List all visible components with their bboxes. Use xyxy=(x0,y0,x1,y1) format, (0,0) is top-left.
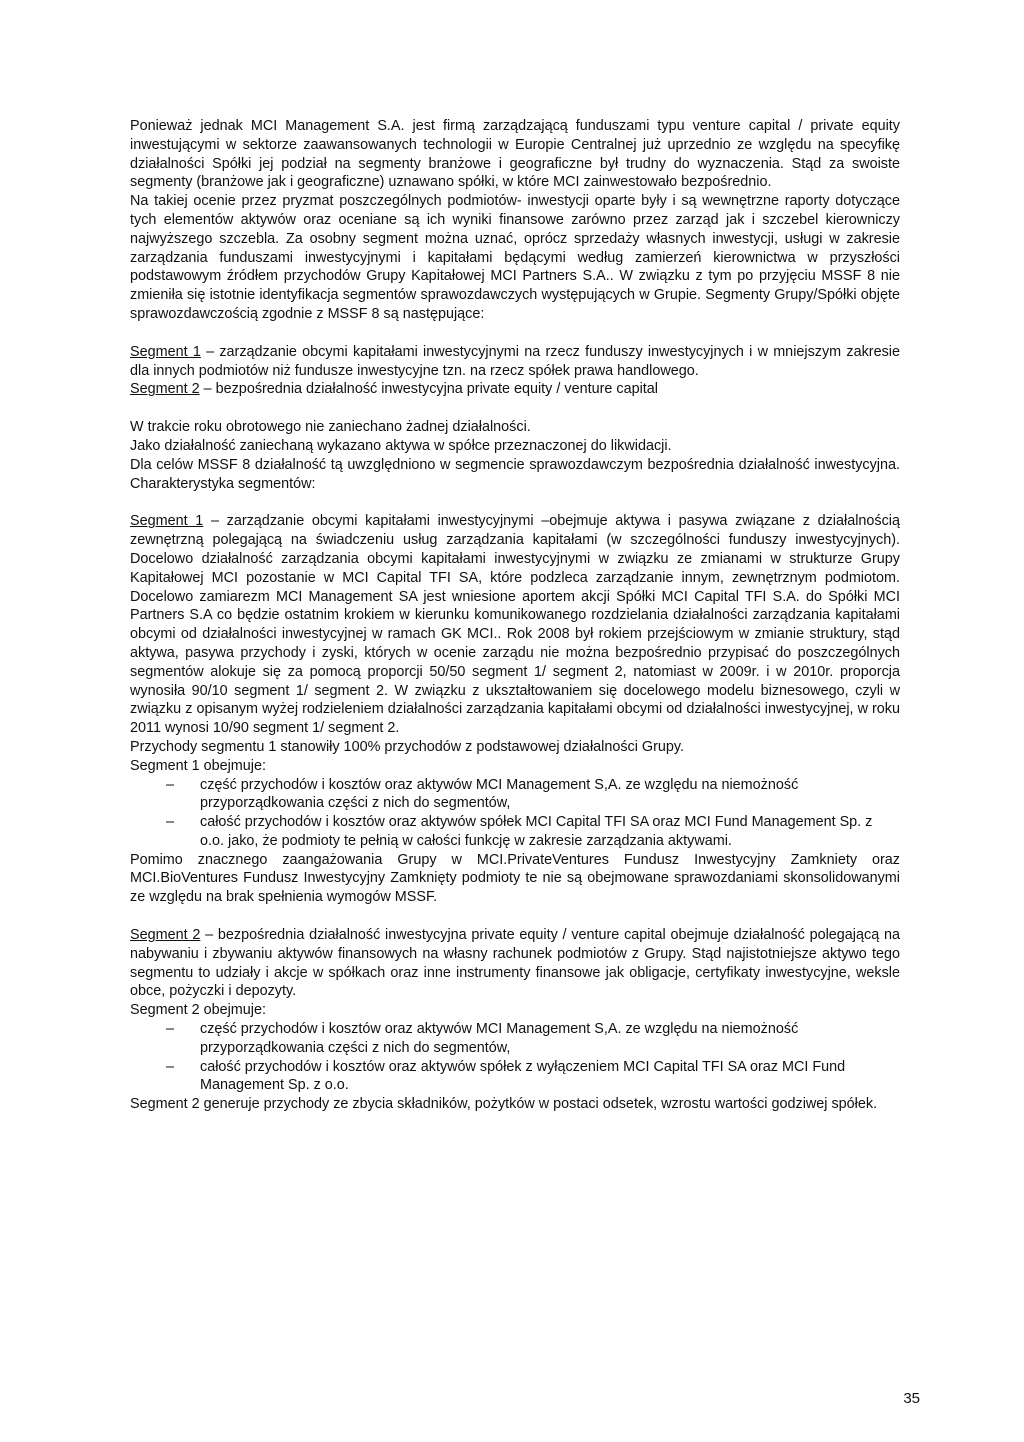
segment-1-description xyxy=(130,512,900,738)
segment-2-label: Segment 2 xyxy=(130,381,200,398)
dash-marker: – xyxy=(166,814,175,831)
segment-1-note: Pomimo znacznego zaangażowania Grupy w MCI.PrivateVentures Fundusz Inwestycyjny Zamkniety oraz MCI.BioVentures Fundusz Inwestycyjny Zamknięty podmioty te nie są obejmowane sprawozdaniami skonsolidowanymi ze względu na brak spełnienia wymogów MSSF. xyxy=(130,851,900,906)
segment-1-includes: Segment 1 obejmuje: xyxy=(130,757,266,774)
paragraph-no-discontinued: W trakcie roku obrotowego nie zaniechano żadnej działalności. xyxy=(130,419,531,436)
segment-2-detail-label: Segment 2 xyxy=(130,927,201,944)
paragraph-mssf8: Dla celów MSSF 8 działalność tą uwzględniono w segmencie sprawozdawczym bezpośrednia działalność inwestycyjna. Charakterystyka segmentów: xyxy=(130,456,900,492)
list-item xyxy=(166,1058,900,1096)
page-number: 35 xyxy=(903,1390,920,1407)
segment-2-includes: Segment 2 obejmuje: xyxy=(130,1002,266,1019)
segment-2-summary-text: – bezpośrednia działalność inwestycyjna private equity / venture capital xyxy=(199,381,658,398)
segment-2-list xyxy=(130,1020,900,1095)
list-item xyxy=(166,776,900,814)
list-item-text: część przychodów i kosztów oraz aktywów MCI Management S,A. ze względu na niemożność przyporządkowania części z nich do segmentów, xyxy=(200,1021,799,1056)
dash-marker: – xyxy=(166,776,175,793)
segment-2-description xyxy=(130,926,900,1001)
paragraph-intro-1: Ponieważ jednak MCI Management S.A. jest firmą zarządzającą funduszami typu venture capital / private equity inwestującymi w sektorze zaawansowanych technologii w Europie Centralnej już uprzednio ze względu na specyfikę działalności Spółki jej podział na segmenty branżowe i geograficzne był trudny do wyznaczenia. Stąd za swoiste segmenty (branżowe jak i geograficzne) uznawano spółki, w które MCI zainwestowało bezpośrednio. xyxy=(130,118,900,191)
paragraph-discontinued-assets: Jako działalność zaniechaną wykazano aktywa w spółce przeznaczonej do likwidacji. xyxy=(130,437,672,454)
list-item-text: całość przychodów i kosztów oraz aktywów spółek z wyłączeniem MCI Capital TFI SA oraz MCI Fund Management Sp. z o.o. xyxy=(200,1058,846,1094)
list-item xyxy=(166,1020,900,1058)
segment-1-label: Segment 1 xyxy=(130,343,201,360)
list-item-text: całość przychodów i kosztów oraz aktywów spółek MCI Capital TFI SA oraz MCI Fund Management Sp. z o.o. jako, że podmioty te pełnią w całości funkcję w zakresie zarządzania aktywami. xyxy=(200,814,873,849)
list-item xyxy=(166,813,900,851)
dash-marker: – xyxy=(166,1058,175,1075)
segment-2-revenue: Segment 2 generuje przychody ze zbycia składników, pożytków w postaci odsetek, wzrostu wartości godziwej spółek. xyxy=(130,1096,878,1113)
segment-1-list xyxy=(130,776,900,851)
list-item-text: część przychodów i kosztów oraz aktywów MCI Management S,A. ze względu na niemożność przyporządkowania części z nich do segmentów, xyxy=(200,776,799,812)
paragraph-intro-2: Na takiej ocenie przez pryzmat poszczególnych podmiotów- inwestycji oparte były i są wewnętrzne raporty dotyczące tych elementów aktywów oraz oceniane są ich wyniki finansowe zarówno przez zarząd jak i szczebel kierowniczy najwyższego szczebla. Za osobny segment można uznać, oprócz sprzedaży własnych inwestycji, usługi w zakresie zarządzania funduszami inwestycyjnymi i kapitałami będącymi według zamierzeń kierownictwa w przyszłości podstawowym źródłem przychodów Grupy Kapitałowej MCI Partners S.A.. W związku z tym po przyjęciu MSSF 8 nie zmieniła się istotnie identyfikacja segmentów sprawozdawczych występujących w Grupie. Segmenty Grupy/Spółki objęte sprawozdawczością zgodnie z MSSF 8 są następujące: xyxy=(130,193,900,322)
dash-marker: – xyxy=(166,1021,175,1038)
segment-1-summary xyxy=(130,343,900,381)
document-page xyxy=(130,117,900,1114)
segment-1-detail-text: – zarządzanie obcymi kapitałami inwestycyjnymi –obejmuje aktywa i pasywa związane z działalnością zewnętrzną polegającą na świadczeniu usług zarządzania kapitałami (w szczególności funduszy inwestycyjnych). Docelowo działalność zarządzania obcymi kapitałami inwestycyjnymi w związku ze zmianami w strukturze Grupy Kapitałowej MCI pozostanie w MCI Capital TFI SA, które podzleca zarządzanie innym, zewnętrznym podmiotom. Docelowo zamiarezm MCI Management SA jest wniesione aportem akcji Spółki MCI Capital TFI S.A. do Spółki MCI Partners S.A co będzie ostatnim krokiem w kierunku komunikowanego rozdzielania działalności zarządzania kapitałami obcymi od działalności inwestycyjnej w ramach GK MCI.. Rok 2008 był rokiem przejściowym w zmianie struktury, stąd aktywa, pasywa przychody i zyski, których w ocenie zarządu nie można bezpośrednio przypisać do poszczególnych segmentów alokuje się za pomocą proporcji 50/50 segment 1/ segment 2, natomiast w 2009r. i w 2010r. proporcja wynosiła 90/10 segment 1/ segment 2. W związku z ukształtowaniem się docelowego modelu biznesowego, czyli w związku z opisanym wyżej rodzieleniem działalności zarządzania kapitałami obcymi od działalności inwestycyjnej, w roku 2011 wynosi 10/90 segment 1/ segment 2. xyxy=(130,513,900,737)
segment-1-detail-label: Segment 1 xyxy=(130,513,204,530)
segment-1-revenue: Przychody segmentu 1 stanowiły 100% przychodów z podstawowej działalności Grupy. xyxy=(130,738,685,755)
segment-1-summary-text: – zarządzanie obcymi kapitałami inwestycyjnymi na rzecz funduszy inwestycyjnych i w mniejszym zakresie dla innych podmiotów niż fundusze inwestycyjne tzn. na rzecz spółek prawa handlowego. xyxy=(130,343,900,379)
segment-2-summary xyxy=(130,380,900,399)
segment-2-detail-text: – bezpośrednia działalność inwestycyjna private equity / venture capital obejmuje działalność polegającą na nabywaniu i zbywaniu aktywów finansowych na własny rachunek podmiotów z Grupy. Stąd najistotniejsze aktywo tego segmentu to udziały i akcje w spółkach oraz inne instrumenty finansowe jak obligacje, certyfikaty inwestycyjne, weksle obce, pożyczki i depozyty. xyxy=(130,927,900,1000)
